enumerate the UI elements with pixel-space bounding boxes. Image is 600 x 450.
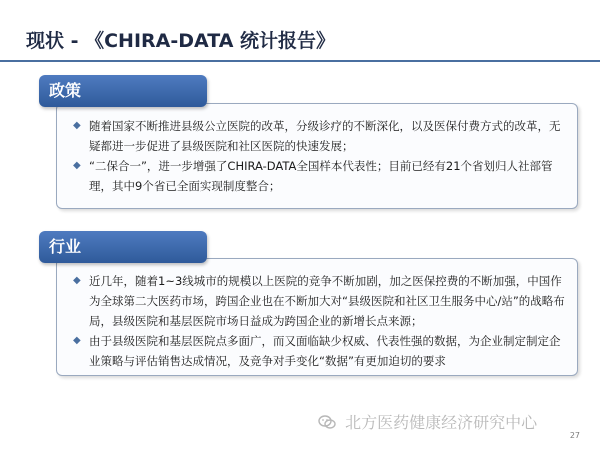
industry-section-box <box>56 258 578 376</box>
bullet-icon: ◆ <box>73 335 81 346</box>
slide-title: 现状 - 《CHIRA-DATA 统计报告》 <box>26 30 336 52</box>
industry-bullet-2: 由于县级医院和基层医院点多面广，而又面临缺少权威、代表性强的数据，为企业制定制定企业策略与评估销售达成情况，及竞争对手变化“数据”有更加迫切的要求 <box>89 334 561 368</box>
watermark-text: 北方医药健康经济研究中心 <box>345 413 538 432</box>
industry-bullet-1: 近几年，随着1~3线城市的规模以上医院的竞争不断加剧，加之医保控费的不断加强，中国作为全球第二大医药市场，跨国企业也在不断加大对“县级医院和社区卫生服务中心/站”的战略布局，县级医院和基层医院市场日益成为跨国企业的新增长点来源； <box>89 274 565 328</box>
industry-bullet-list <box>57 259 577 371</box>
page-number: 27 <box>569 431 580 440</box>
policy-section-box <box>56 103 578 209</box>
bullet-icon: ◆ <box>73 160 81 171</box>
industry-tag: 行业 <box>39 231 207 263</box>
wechat-icon <box>318 415 336 429</box>
watermark <box>318 410 537 433</box>
list-item <box>73 156 565 196</box>
title-divider <box>0 60 600 62</box>
list-item <box>73 271 565 331</box>
policy-bullet-list <box>57 104 577 196</box>
list-item <box>73 331 565 371</box>
bullet-icon: ◆ <box>73 120 81 131</box>
policy-bullet-2: “二保合一”，进一步增强了CHIRA-DATA全国样本代表性；目前已经有21个省划归人社部管理，其中9个省已全面实现制度整合； <box>89 159 553 193</box>
policy-tag: 政策 <box>39 75 207 107</box>
list-item <box>73 116 565 156</box>
bullet-icon: ◆ <box>73 275 81 286</box>
policy-bullet-1: 随着国家不断推进县级公立医院的改革，分级诊疗的不断深化，以及医保付费方式的改革，无疑都进一步促进了县级医院和社区医院的快速发展； <box>89 119 561 153</box>
